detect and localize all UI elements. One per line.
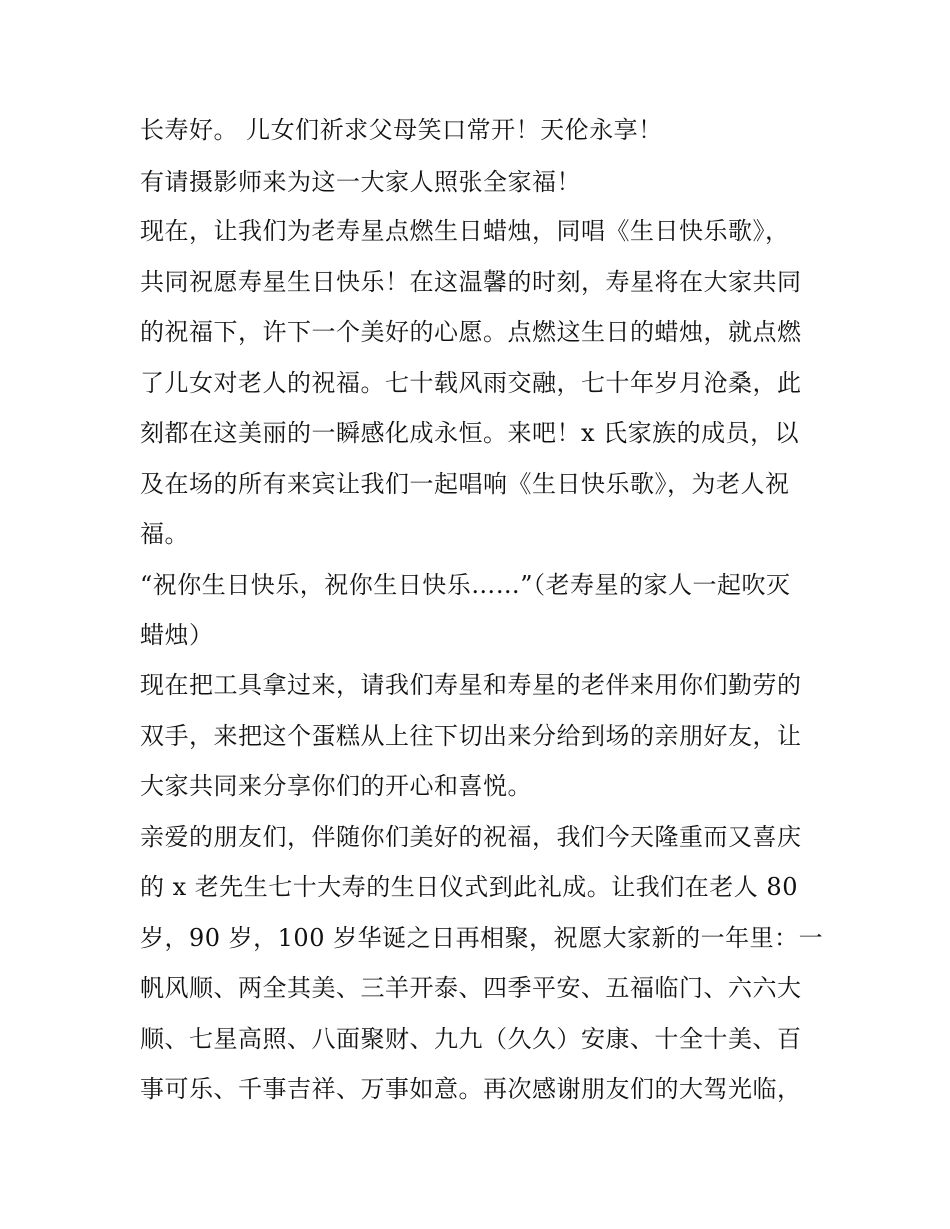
- text-line-15: 亲爱的朋友们，伴随你们美好的祝福，我们今天隆重而又喜庆: [140, 823, 802, 851]
- text-line-11: 蜡烛）: [140, 621, 214, 649]
- text-line-1: 长寿好。 儿女们祈求父母笑口常开！天伦永享！: [140, 116, 663, 144]
- text-line-18: 帆风顺、两全其美、三羊开泰、四季平安、五福临门、六六大: [140, 974, 802, 1002]
- text-line-7: 刻都在这美丽的一瞬感化成永恒。来吧！x 氏家族的成员，以: [140, 419, 800, 447]
- text-line-8: 及在场的所有来宾让我们一起唱响《生日快乐歌》，为老人祝: [140, 470, 790, 498]
- text-line-3: 现在，让我们为老寿星点燃生日蜡烛，同唱《生日快乐歌》，: [140, 217, 790, 245]
- text-line-6: 了儿女对老人的祝福。七十载风雨交融，七十年岁月沧桑，此: [140, 369, 802, 397]
- text-line-13: 双手，来把这个蛋糕从上往下切出来分给到场的亲朋好友，让: [140, 722, 802, 750]
- text-line-19: 顺、七星高照、八面聚财、九九（久久）安康、十全十美、百: [140, 1025, 802, 1053]
- text-line-20: 事可乐、千事吉祥、万事如意。再次感谢朋友们的大驾光临，: [140, 1075, 802, 1103]
- text-line-12: 现在把工具拿过来，请我们寿星和寿星的老伴来用你们勤劳的: [140, 671, 802, 699]
- text-line-5: 的祝福下，许下一个美好的心愿。点燃这生日的蜡烛，就点燃: [140, 318, 802, 346]
- text-line-14: 大家共同来分享你们的开心和喜悦。: [140, 772, 532, 800]
- text-line-16: 的 x 老先生七十大寿的生日仪式到此礼成。让我们在老人 80: [140, 873, 798, 901]
- text-line-17: 岁，90 岁，100 岁华诞之日再相聚，祝愿大家新的一年里：一: [140, 924, 824, 952]
- text-line-2: 有请摄影师来为这一大家人照张全家福！: [140, 168, 581, 196]
- text-line-9: 福。: [140, 520, 189, 548]
- text-line-4: 共同祝愿寿星生日快乐！在这温馨的时刻，寿星将在大家共同: [140, 268, 802, 296]
- text-line-10: “祝你生日快乐，祝你生日快乐……”（老寿星的家人一起吹灭: [140, 571, 791, 599]
